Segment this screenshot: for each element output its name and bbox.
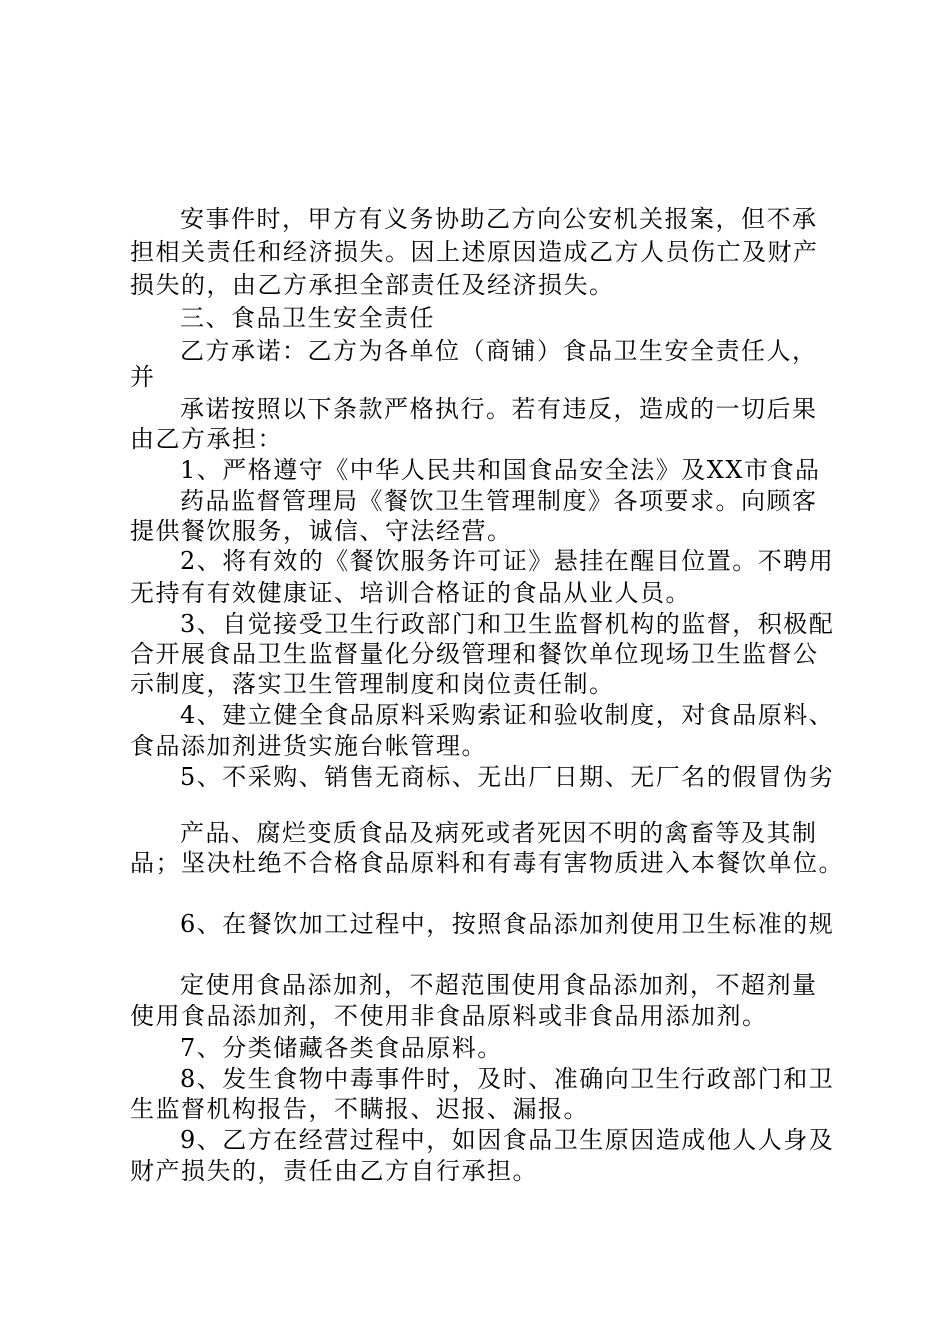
text-line: 损失的，由乙方承担全部责任及经济损失。 (130, 271, 615, 299)
text-line: 3、自觉接受卫生行政部门和卫生监督机构的监督，积极配 (180, 610, 835, 638)
text-line: 由乙方承担： (130, 425, 283, 453)
text-line: 定使用食品添加剂，不超范围使用食品添加剂，不超剂量 (180, 971, 818, 999)
text-line: 安事件时，甲方有义务协助乙方向公安机关报案，但不承 (180, 205, 818, 233)
text-line: 食品添加剂进货实施台帐管理。 (130, 732, 487, 760)
text-line: 4、建立健全食品原料采购索证和验收制度，对食品原料、 (180, 701, 835, 729)
text-line: 乙方承诺：乙方为各单位（商铺）食品卫生安全责任人， (180, 337, 818, 365)
text-line: 1、严格遵守《中华人民共和国食品安全法》及XX市食品 (180, 456, 821, 484)
text-line: 财产损失的，责任由乙方自行承担。 (130, 1157, 538, 1185)
text-line: 示制度，落实卫生管理制度和岗位责任制。 (130, 670, 615, 698)
text-line: 7、分类储藏各类食品原料。 (180, 1034, 503, 1062)
text-line: 担相关责任和经济损失。因上述原因造成乙方人员伤亡及财产 (130, 238, 819, 266)
text-line: 并 (130, 363, 156, 391)
text-line: 药品监督管理局《餐饮卫生管理制度》各项要求。向顾客 (180, 487, 818, 515)
text-line: 无持有有效健康证、培训合格证的食品从业人员。 (130, 579, 691, 607)
text-line: 承诺按照以下条款严格执行。若有违反，造成的一切后果 (180, 395, 818, 423)
text-line: 6、在餐饮加工过程中，按照食品添加剂使用卫生标准的规 (180, 910, 835, 938)
text-line: 使用食品添加剂，不使用非食品原料或非食品用添加剂。 (130, 1002, 768, 1030)
text-line: 合开展食品卫生监督量化分级管理和餐饮单位现场卫生监督公 (130, 640, 819, 668)
text-line: 产品、腐烂变质食品及病死或者死因不明的禽畜等及其制 (180, 819, 818, 847)
text-line: 9、乙方在经营过程中，如因食品卫生原因造成他人人身及 (180, 1126, 835, 1154)
text-line: 5、不采购、销售无商标、无出厂日期、无厂名的假冒伪劣 (180, 763, 835, 791)
section-heading: 三、食品卫生安全责任 (180, 304, 435, 332)
text-line: 8、发生食物中毒事件时，及时、准确向卫生行政部门和卫 (180, 1065, 835, 1093)
text-line: 品；坚决杜绝不合格食品原料和有毒有害物质进入本餐饮单位。 (130, 849, 844, 877)
text-line: 提供餐饮服务，诚信、守法经营。 (130, 517, 513, 545)
text-line: 生监督机构报告，不瞒报、迟报、漏报。 (130, 1095, 589, 1123)
text-line: 2、将有效的《餐饮服务许可证》悬挂在醒目位置。不聘用 (180, 547, 835, 575)
